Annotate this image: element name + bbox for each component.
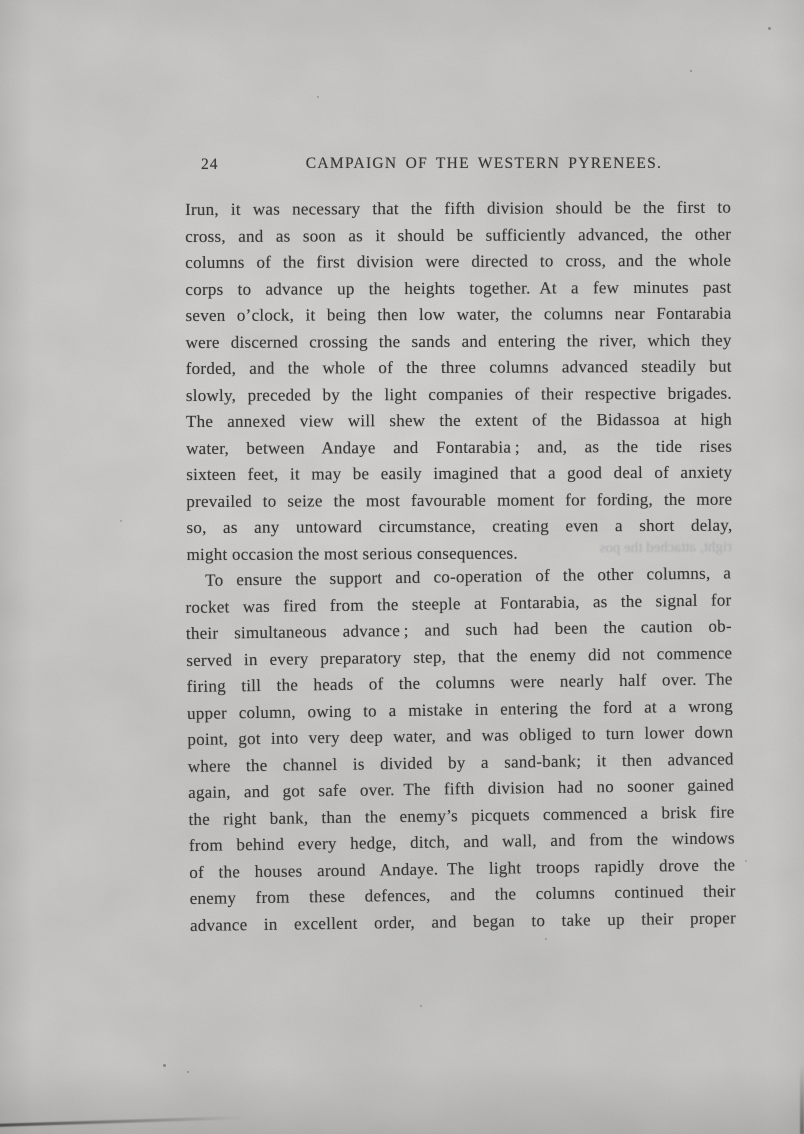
text-line: sixteen feet, it may be easily imagined that a good deal of anxiety bbox=[186, 462, 733, 484]
text-line: where the channel is divided by a sand-bank; it then advanced bbox=[187, 748, 734, 776]
text-line: were discerned crossing the sands and entering the river, which they bbox=[185, 330, 732, 352]
text-line: prevailed to seize the most favourable moment for fording, the more bbox=[186, 489, 733, 511]
paper-speck bbox=[420, 1005, 422, 1007]
text-line: so, as any untoward circumstance, creating even a short delay, bbox=[186, 515, 733, 537]
text-line: point, got into very deep water, and was obliged to turn lower down bbox=[187, 722, 734, 749]
page-number: 24 bbox=[201, 156, 219, 173]
running-head-row bbox=[185, 155, 731, 177]
text-line: slowly, preceded by the light companies of their respective brigades. bbox=[185, 383, 732, 405]
text-line: enemy from these defences, and the columns continued their bbox=[189, 881, 736, 908]
page-edge-shadow-bottom-left bbox=[0, 1116, 244, 1127]
text-line: The annexed view will shew the extent of the Bidassoa at high bbox=[185, 409, 733, 431]
paper-speck bbox=[120, 520, 122, 522]
paper-speck bbox=[317, 96, 319, 98]
text-line: rocket was fired from the steeple at Fontarabia, as the signal for bbox=[185, 589, 732, 617]
running-header-wrap bbox=[185, 155, 731, 173]
paper-speck bbox=[690, 70, 692, 72]
text-line: again, and got safe over. The fifth division had no sooner gained bbox=[188, 775, 735, 802]
text-line: served in every preparatory step, that the enemy did not commence bbox=[186, 642, 733, 670]
paragraph-1 bbox=[185, 195, 733, 568]
text-line: their simultaneous advance ; and such had been the caution ob- bbox=[185, 616, 732, 643]
text-line: the right bank, than the enemy’s picquets commenced a brisk fire bbox=[188, 801, 735, 829]
paragraph-2 bbox=[185, 560, 736, 939]
text-line: firing till the heads of the columns were nearly half over. The bbox=[186, 669, 733, 696]
text-line: might occasion the most serious consequences. bbox=[186, 543, 518, 564]
text-line: corps to advance up the heights together. At a few minutes past bbox=[185, 277, 732, 299]
text-line: forded, and the whole of the three columns advanced steadily but bbox=[185, 356, 732, 378]
text-line: upper column, owing to a mistake in entering the ford at a wrong bbox=[186, 695, 734, 723]
running-header: CAMPAIGN OF THE WESTERN PYRENEES. bbox=[305, 155, 663, 172]
text-line: from behind every hedge, ditch, and wall, and from the windows bbox=[188, 828, 735, 855]
text-line: of the houses around Andaye. The light troops rapidly drove the bbox=[189, 854, 736, 882]
text-line: cross, and as soon as it should be sufficiently advanced, the other bbox=[185, 224, 732, 246]
bleed-through-text: right, attached the pos bbox=[599, 539, 733, 557]
text-line: columns of the first division were directed to cross, and the whole bbox=[185, 250, 732, 272]
paper-speck bbox=[187, 1071, 189, 1073]
text-line: advance in excellent order, and began to take up their proper bbox=[189, 907, 737, 935]
text-line: seven o’clock, it being then low water, the columns near Fontarabia bbox=[185, 303, 732, 325]
paper-speck bbox=[163, 1064, 166, 1067]
text-line: To ensure the support and co-operation of the other columns, a bbox=[205, 563, 732, 590]
text-line: water, between Andaye and Fontarabia ; and, as the tide rises bbox=[186, 436, 733, 458]
body-text bbox=[185, 197, 737, 939]
paper-speck bbox=[745, 860, 747, 862]
text-line: Irun, it was necessary that the fifth division should be the first to bbox=[185, 197, 732, 219]
page-edge-shadow-bottom-right bbox=[800, 1064, 804, 1134]
paper-speck bbox=[768, 27, 771, 30]
